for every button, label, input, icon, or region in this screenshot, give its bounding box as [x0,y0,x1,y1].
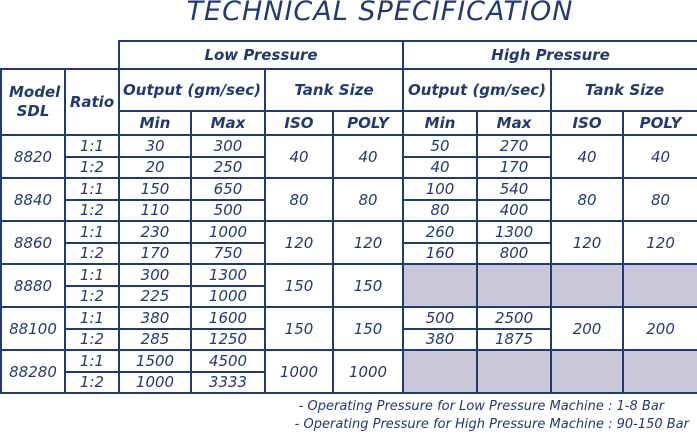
low-max-cell: 1300 [191,264,265,286]
high-min-cell: 500 [403,307,477,329]
low-poly-cell: 150 [333,264,403,307]
ratio-header: Ratio [65,69,119,135]
operating-notes [295,398,689,434]
ratio-cell: 1:1 [65,350,119,372]
low-iso-cell: 80 [265,178,333,221]
high-poly-cell: 80 [623,178,697,221]
low-iso-header: ISO [265,111,333,135]
ratio-cell: 1:2 [65,372,119,394]
ratio-cell: 1:2 [65,286,119,308]
header-row-groups [1,41,697,69]
high-max-header: Max [477,111,551,135]
low-max-cell: 500 [191,200,265,222]
table-row [1,350,697,372]
high-tank-size-header: Tank Size [551,69,697,111]
low-poly-header: POLY [333,111,403,135]
low-max-cell: 1600 [191,307,265,329]
high-max-cell-unavailable [477,264,551,307]
low-min-cell: 150 [119,178,191,200]
high-max-cell: 400 [477,200,551,222]
high-max-cell-unavailable [477,350,551,393]
high-poly-cell: 120 [623,221,697,264]
model-cell: 8840 [1,178,65,221]
high-pressure-header: High Pressure [403,41,697,69]
high-iso-cell: 120 [551,221,623,264]
low-max-cell: 1250 [191,329,265,351]
low-max-header: Max [191,111,265,135]
ratio-cell: 1:1 [65,221,119,243]
high-max-cell: 540 [477,178,551,200]
low-poly-cell: 150 [333,307,403,350]
low-min-cell: 1500 [119,350,191,372]
high-min-cell-unavailable [403,350,477,393]
ratio-cell: 1:2 [65,329,119,351]
corner-cell [1,41,119,69]
note-low-pressure: - Operating Pressure for Low Pressure Machine : 1-8 Bar [298,399,665,414]
high-min-cell: 50 [403,135,477,157]
ratio-cell: 1:2 [65,200,119,222]
header-row-categories [1,69,697,111]
low-iso-cell: 120 [265,221,333,264]
low-iso-cell: 1000 [265,350,333,393]
high-max-cell: 800 [477,243,551,265]
low-min-cell: 380 [119,307,191,329]
high-iso-header: ISO [551,111,623,135]
high-iso-cell-unavailable [551,264,623,307]
high-iso-cell-unavailable [551,350,623,393]
low-poly-cell: 80 [333,178,403,221]
low-min-cell: 285 [119,329,191,351]
low-min-cell: 300 [119,264,191,286]
ratio-cell: 1:1 [65,178,119,200]
low-poly-cell: 120 [333,221,403,264]
spec-table-body [1,41,697,393]
low-min-cell: 230 [119,221,191,243]
low-pressure-header: Low Pressure [119,41,403,69]
high-min-cell: 100 [403,178,477,200]
low-max-cell: 1000 [191,221,265,243]
high-max-cell: 170 [477,157,551,179]
high-output-header: Output (gm/sec) [403,69,551,111]
table-row [1,221,697,243]
high-poly-cell: 200 [623,307,697,350]
ratio-cell: 1:1 [65,264,119,286]
high-poly-cell: 40 [623,135,697,178]
high-min-cell: 40 [403,157,477,179]
low-max-cell: 4500 [191,350,265,372]
high-poly-cell-unavailable [623,350,697,393]
low-min-cell: 20 [119,157,191,179]
low-min-cell: 170 [119,243,191,265]
low-iso-cell: 150 [265,264,333,307]
high-min-cell: 80 [403,200,477,222]
low-max-cell: 3333 [191,372,265,394]
low-poly-cell: 1000 [333,350,403,393]
high-max-cell: 270 [477,135,551,157]
high-min-cell: 380 [403,329,477,351]
low-max-cell: 250 [191,157,265,179]
low-output-header: Output (gm/sec) [119,69,265,111]
low-max-cell: 300 [191,135,265,157]
low-min-cell: 225 [119,286,191,308]
low-min-header: Min [119,111,191,135]
model-cell: 8880 [1,264,65,307]
low-poly-cell: 40 [333,135,403,178]
low-iso-cell: 150 [265,307,333,350]
high-iso-cell: 40 [551,135,623,178]
model-cell: 8820 [1,135,65,178]
ratio-cell: 1:1 [65,135,119,157]
high-poly-header: POLY [623,111,697,135]
model-cell: 88280 [1,350,65,393]
low-min-cell: 30 [119,135,191,157]
high-iso-cell: 200 [551,307,623,350]
low-tank-size-header: Tank Size [265,69,403,111]
model-cell: 8860 [1,221,65,264]
high-iso-cell: 80 [551,178,623,221]
low-iso-cell: 40 [265,135,333,178]
model-header [1,69,65,135]
low-max-cell: 650 [191,178,265,200]
high-max-cell: 2500 [477,307,551,329]
table-row [1,178,697,200]
model-cell: 88100 [1,307,65,350]
low-min-cell: 110 [119,200,191,222]
table-row [1,135,697,157]
high-poly-cell-unavailable [623,264,697,307]
high-min-header: Min [403,111,477,135]
ratio-cell: 1:1 [65,307,119,329]
table-row [1,264,697,286]
high-min-cell-unavailable [403,264,477,307]
high-min-cell: 160 [403,243,477,265]
page-title: TECHNICAL SPECIFICATION [186,0,574,27]
ratio-cell: 1:2 [65,243,119,265]
low-min-cell: 1000 [119,372,191,394]
note-high-pressure: - Operating Pressure for High Pressure Machine : 90-150 Bar [294,417,689,432]
low-max-cell: 1000 [191,286,265,308]
high-max-cell: 1875 [477,329,551,351]
ratio-cell: 1:2 [65,157,119,179]
high-min-cell: 260 [403,221,477,243]
spec-table [0,40,697,394]
low-max-cell: 750 [191,243,265,265]
model-header-label: Model SDL [9,83,61,120]
high-max-cell: 1300 [477,221,551,243]
table-row [1,307,697,329]
